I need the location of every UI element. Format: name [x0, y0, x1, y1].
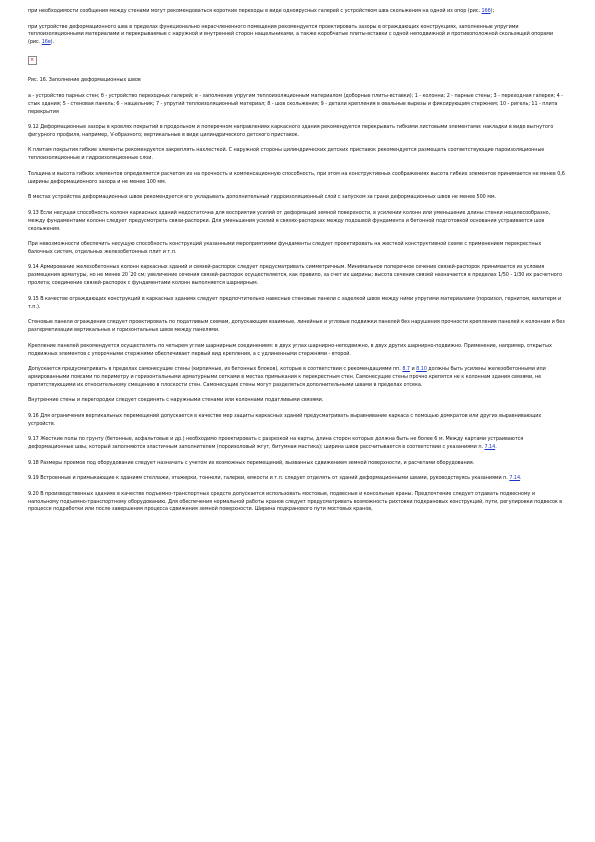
paragraph-9-13: 9.13 Если несущая способность колонн каркасных зданий недостаточна для восприятия усилий от деформаций земной поверхности, в усилении колонн или уменьшение длины стенки нецелесообразно, между фундаментами колонн следует предусмотреть связи-распорки. Для уменьшения усилий в связях-распорках между подошвой фундамента и бетонной подготовкой основания устраивается шов скольжения.: [28, 209, 551, 232]
link-fig-16b[interactable]: 16б: [481, 8, 491, 14]
link-fig-16v[interactable]: 16в: [41, 39, 51, 46]
paragraph-9-20: 9.20 В производственных зданиях в качестве подъемно-транспортных средств допускается использовать мостовые, подвесные и консольные краны. Предпочтение следует отдавать подвесному и напольному подъемно-транспортному оборудованию. Для обеспечения нормальной работы кранов следует предусматривать возможность рихтовки подкрановых конструкций, пути, регулировки подвесок в процессе подработки или после завершения процесса сдвижения земной поверхности. Ширина подкранового пути мостовых кранов,: [28, 490, 563, 513]
document-page: [28, 8, 566, 522]
paragraph-panel-fixing: Крепление панелей рекомендуется осуществлять по четырем углам шарнирным соединением: в двух углах шарнирно-неподвижно, в двух других шарнирно-подвижно. Применение, например, открытых подвижных элементов с упорочными стержнями обеспечивает первый вид крепления, а с удлиненными стержнями - второй.: [28, 342, 552, 357]
link-8-7[interactable]: 8.7: [402, 366, 410, 372]
paragraph-9-17: 9.17 Жесткие полы по грунту (бетонные, асфальтовые и др.) необходимо проектировать с разрезкой на карты, длина сторон которых должна быть не более 6 м. Между картами устраиваются деформационные швы, который заполняются эластичным заполнителем (пороизоловый жгут, битумная мастика); ширина швов рассчитывается в соответствии с указаниями п. 7.14.: [28, 436, 524, 451]
paragraph-9-12: 9.12 Деформационные зазоры в кровлях покрытий в продольном и поперечном направлениях каркасного здания рекомендуется перекрывать гибкими листовыми элементами: накладки в виде выгнутого фигурного профиля, например, V-образного; вертикальные в виде цилиндрического детского приставок.: [28, 124, 554, 138]
paragraph-thickness: Толщина и высота гибких элементов определяется расчетом их на прочность и компенсационную способность, при этом на конструктивных соображениях высота гибких элементов принимается не менее 0,6 ширины деформационного зазора и не менее 100 мм.: [28, 170, 565, 185]
paragraph-waterproofing: В местах устройства деформационных швов рекомендуется его укладывать дополнительный гидроизоляционный слой с запуском за грани деформационных швов не менее 500 мм.: [28, 194, 497, 201]
paragraph-9-19: 9.19 Встроенные и примыкающие к зданиям стеллажи, этажерки, тоннели, галереи, емкости и т.п. следует отделять от зданий деформационными швами, руководствуясь указаниями п. 7.14.: [28, 475, 522, 482]
paragraph-9-16: 9.16 Для ограничения вертикальных перемещений допускается в качестве мер защиты каркасных зданий предусматривать выравнивание каркаса с помощью домкратов или других выравнивающих устройств.: [28, 412, 542, 427]
paragraph-gallery: при необходимости сообщения между стенами могут рекомендоваться короткие переходы в виде одноярусных галерей с устройством шва скольжения на одной из опор (рис. 16б);: [28, 8, 495, 14]
paragraph-deformation-joint: при устройстве деформационного шва в пределах функционально нерасчлененного помещения рекомендуется проектировать зазоры в ограждающих конструкциях, заполненные упругими теплоизоляционными материалами и перекрываемые с наружной и внутренней сторон нащельниками, а также коробчатые плиты-вставки с одной неподвижной и противоположной скользящей опорами (рис. 16в).: [28, 23, 554, 46]
paragraph-flex-elements: К плитам покрытия гибкие элементы рекомендуется закреплять нахлесткой. С наружной стороны цилиндрических детских приставок рекомендуется размещать соответствующие пароизоляционные теплоизоляционные и гидроизоляционные слои.: [28, 147, 545, 162]
link-7-14-b[interactable]: 7.14: [509, 475, 521, 482]
broken-image-icon: ×: [28, 56, 37, 65]
figure-caption: Рис. 16. Заполнение деформационных швов: [28, 76, 141, 83]
figure-legend: а - устройство парных стен; б - устройство переходных галерей; в - заполнение упругим теплоизоляционным материалом (доборные плиты-вставки); 1 - колонна; 2 - парные стены; 3 - переходная галерея; 4 - стык здания; 5 - стеновая панель; 6 - нащельник; 7 - упругий теплоизоляционный материал; 8 - шов скольжения; 9 - детали крепления в овальные вырезы и фиксирующим стержнем; 10 - ригель; 11 - плита перекрытия: [28, 92, 563, 115]
paragraph-inner-walls: Внутренние стены и перегородки следует соединять с наружными стенами или колоннами податливыми связями.: [28, 397, 324, 404]
link-8-10[interactable]: 8.10: [416, 366, 427, 372]
paragraph-rigid-scheme: При невозможности обеспечить несущую способность конструкций указанными мероприятиями фундаменты следует проектировать на жесткой конструктивной схеме с применением перекрестных балочных систем, отдельных железобетонных плит и т.п.: [28, 241, 542, 255]
paragraph-wall-panels: Стеновые панели ограждения следует проектировать по податливым схемам, допускающим взаимные, линейные и угловые подвижки панелей без нарушения прочности крепления панелей к колоннам и без разгерметизации вертикальных и горизонтальных швов между панелями.: [28, 319, 565, 334]
paragraph-9-18: 9.18 Размеры проемов под оборудование следует назначать с учетом их возможных перемещений, вызванных сдвижением земной поверхности, и расчетами оборудования.: [28, 459, 475, 466]
paragraph-9-15: 9.15 В качестве ограждающих конструкций в каркасных зданиях следует предпочтительно навесные стеновые панели с заделкой швов между ними упругими материалами (пороизол, гернитом, вилатерм и т.п.).: [28, 295, 562, 310]
paragraph-9-14: 9.14 Армирование железобетонных колонн каркасных зданий и связей-распорок следует предусматривать симметричным. Минимальное поперечное сечение связей-распорок принимается из условия размещения арматуры, но не менее 20´20 см; увеличение сечения связей-распорок осуществляется, как правило, за счет их ширины; высота сечения связей назначается в пределах 1/50 - 1/30 их расчетного пролета; соединение связей-распорок с фундаментами колонн выполняется шарнирным.: [28, 264, 563, 287]
link-7-14-a[interactable]: 7.14: [484, 444, 496, 451]
paragraph-self-bearing-walls: Допускается предусматривать в пределах самонесущие стены (кирпичные, из бетонных блоков), которые в соответствии с рекомендациями пп. 8.7 и 8.10 должны быть усилены железобетонными или армированными поясами по периметру и горизонтальными арматурными сетками в местах примыкания к перекрестным стен. Самонесущие стены прочно крепятся не к колоннам здания связями, не препятствующими их относительному смещению в плоскости стен. Самонесущие стены могут разделяться дополнительными швами в пределах отсека.: [28, 366, 546, 388]
